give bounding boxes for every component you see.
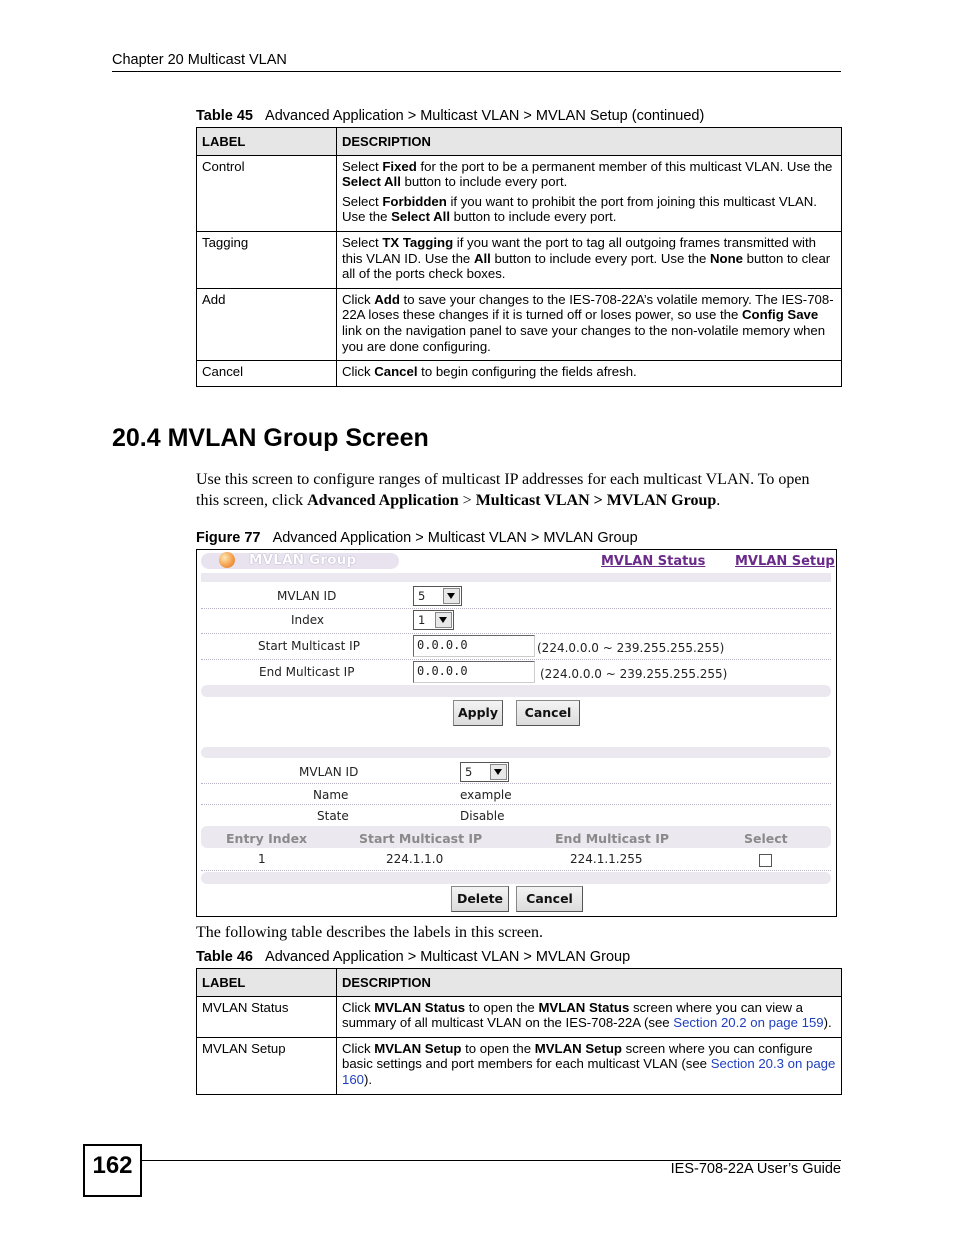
description-paragraph [342,364,836,380]
form-start-ip-input[interactable] [413,635,535,657]
form-end-ip-label: End Multicast IP [259,665,355,679]
bold-term: Select All [391,209,451,225]
chevron-down-icon [435,612,452,628]
row-label: MVLAN Status [197,996,337,1037]
list-mvlan-id-value: 5 [465,765,473,779]
text-run: Select [342,193,383,209]
cross-reference-link[interactable]: Section 20.2 on page 159 [673,1015,824,1031]
table-row [197,361,842,387]
bold-term: MVLAN Status [538,999,630,1015]
description-paragraph [342,235,836,282]
table-row [197,155,842,231]
bold-term: All [473,250,491,266]
col-select: Select [744,831,788,846]
form-end-ip-input[interactable] [413,661,535,683]
form-index-select[interactable] [413,610,454,630]
description-paragraph [342,292,836,354]
bold-term: Fixed [382,158,417,174]
list-mvlan-id-label: MVLAN ID [299,765,359,779]
row-description [337,231,842,288]
apply-button[interactable]: Apply [453,700,503,726]
guide-title: IES-708-22A User’s Guide [670,1161,841,1177]
list-state-label: State [317,809,349,823]
row-label: Control [197,155,337,231]
list-cancel-button[interactable]: Cancel [516,886,583,912]
text-run: Use this screen to configure ranges of multicast IP addresses for each multicast VLAN. To open this screen, click [196,471,810,509]
divider [201,633,831,634]
select-checkbox[interactable] [759,854,772,867]
description-paragraph [342,1000,836,1031]
form-end-ip-range: (224.0.0.0 ~ 239.255.255.255) [540,667,728,681]
text-run: for the port to be a permanent member of this multicast VLAN. Use the [416,158,833,174]
bold-term: Cancel [374,364,418,380]
text-run: to save your changes to the IES-708-22A’s volatile memory. The IES-708-22A loses these changes if it is turned off or loses power, so use the [342,291,834,323]
title-orb-icon [219,552,235,568]
description-paragraph [342,194,836,225]
text-run: Click [342,1040,375,1056]
screen-title: MVLAN Group [249,552,357,568]
row-description [337,288,842,360]
page-number: 162 [92,1152,133,1179]
form-start-ip-value: 0.0.0.0 [417,638,468,652]
text-run: Click [342,999,375,1015]
divider [201,783,831,784]
text-run: to begin configuring the fields afresh. [417,364,637,380]
form-start-ip-range: (224.0.0.0 ~ 239.255.255.255) [537,641,725,655]
form-bottom-band [201,685,831,697]
table45 [196,127,842,387]
table46-head-desc: DESCRIPTION [337,969,842,997]
bold-term: TX Tagging [382,234,454,250]
form-index-label: Index [291,613,325,627]
chevron-down-icon [490,764,507,780]
text-run: Click [342,364,375,380]
bold-term: Add [374,291,400,307]
text-run: button to include every port. [450,209,617,225]
text-run: if you want the port to tag all outgoing frames transmitted with this VLAN ID. Use the [342,234,816,266]
divider [201,608,831,609]
text-run: ). [364,1071,373,1087]
text-run: Click [342,291,375,307]
bold-term: Select All [342,174,401,190]
table45-title: Advanced Application > Multicast VLAN > MVLAN Setup (continued) [265,108,705,124]
bold-term: Advanced Application [307,491,459,509]
figure77-number: Figure 77 [196,530,261,546]
text-run: > [458,491,476,509]
form-mvlan-id-select[interactable] [413,586,462,606]
divider [201,870,831,871]
table45-head-desc: DESCRIPTION [337,128,842,156]
table-row [197,1037,842,1094]
description-paragraph [342,159,836,190]
form-index-value: 1 [418,613,426,627]
text-run: button to include every port. [400,174,568,190]
table46-head-label: LABEL [197,969,337,997]
bold-term: MVLAN Setup [374,1040,462,1056]
table46-title: Advanced Application > Multicast VLAN > MVLAN Group [265,949,631,965]
list-name-label: Name [313,788,349,802]
list-state-value: Disable [460,809,505,823]
bold-term: Multicast VLAN > MVLAN Group [475,491,717,509]
table45-head-label: LABEL [197,128,337,156]
list-name-value: example [460,788,512,802]
form-start-ip-label: Start Multicast IP [258,639,360,653]
bold-term: MVLAN Setup [534,1040,622,1056]
following-table-note: The following table describes the labels in this screen. [196,924,544,941]
row-description [337,155,842,231]
bold-term: MVLAN Status [374,999,466,1015]
figure77-title: Advanced Application > Multicast VLAN > MVLAN Group [272,530,638,546]
col-start-ip: Start Multicast IP [359,831,483,846]
list-bottom-band [201,872,831,884]
divider [201,659,831,660]
row-description [337,1037,842,1094]
table45-caption [196,108,704,124]
text-run: Select [342,158,383,174]
delete-button[interactable]: Delete [451,886,509,912]
list-top-band [201,747,831,758]
table-row [197,231,842,288]
row-label: Add [197,288,337,360]
list-mvlan-id-select[interactable] [460,762,509,782]
table46 [196,968,842,1095]
table46-number: Table 46 [196,949,253,965]
description-paragraph [342,1041,836,1088]
chevron-down-icon [443,588,460,604]
cancel-button[interactable]: Cancel [516,700,580,726]
divider [201,804,831,805]
text-run: button to include every port. Use the [490,250,710,266]
mvlan-group-screen [196,549,837,917]
row-label: Tagging [197,231,337,288]
text-run: screen where you can view a summary of all multicast VLAN on the IES-708-22A (see [342,999,804,1031]
text-run: to open the [465,999,539,1015]
text-run: button to clear all of the ports check boxes. [342,250,831,282]
row-description [337,996,842,1037]
table-row [197,996,842,1037]
form-end-ip-value: 0.0.0.0 [417,664,468,678]
row-label: MVLAN Setup [197,1037,337,1094]
bold-term: None [709,250,743,266]
form-top-band [201,573,831,582]
end-ip-cell: 224.1.1.255 [570,852,643,866]
text-run: if you want to prohibit the port from joining this multicast VLAN. Use the [342,193,817,225]
text-run: . [716,491,721,509]
text-run: link on the navigation panel to save your changes to the non-volatile memory when you are done configuring. [342,322,826,354]
text-run: to open the [461,1040,535,1056]
figure77-caption [196,530,638,546]
mvlan-setup-link[interactable]: MVLAN Setup [735,554,835,569]
start-ip-cell: 224.1.1.0 [386,852,444,866]
table46-caption [196,949,630,965]
row-description [337,361,842,387]
col-end-ip: End Multicast IP [555,831,670,846]
text-run: screen where you can configure basic settings and port members for each multicast VLAN (see [342,1040,813,1072]
col-entry-index: Entry Index [226,831,308,846]
chapter-header: Chapter 20 Multicast VLAN [112,52,287,68]
table45-number: Table 45 [196,108,253,124]
text-run: Select [342,234,383,250]
form-mvlan-id-value: 5 [418,589,426,603]
section-intro [196,470,836,511]
mvlan-status-link[interactable]: MVLAN Status [601,554,706,569]
bold-term: Forbidden [382,193,447,209]
row-label: Cancel [197,361,337,387]
text-run: ). [823,1015,832,1031]
section-heading: 20.4 MVLAN Group Screen [112,424,429,452]
bold-term: Config Save [742,307,819,323]
table-row [197,288,842,360]
entry-index-cell: 1 [258,852,266,866]
form-mvlan-id-label: MVLAN ID [277,589,337,603]
header-rule [112,71,841,72]
cross-reference-link[interactable]: Section 20.3 on page 160 [342,1056,836,1087]
